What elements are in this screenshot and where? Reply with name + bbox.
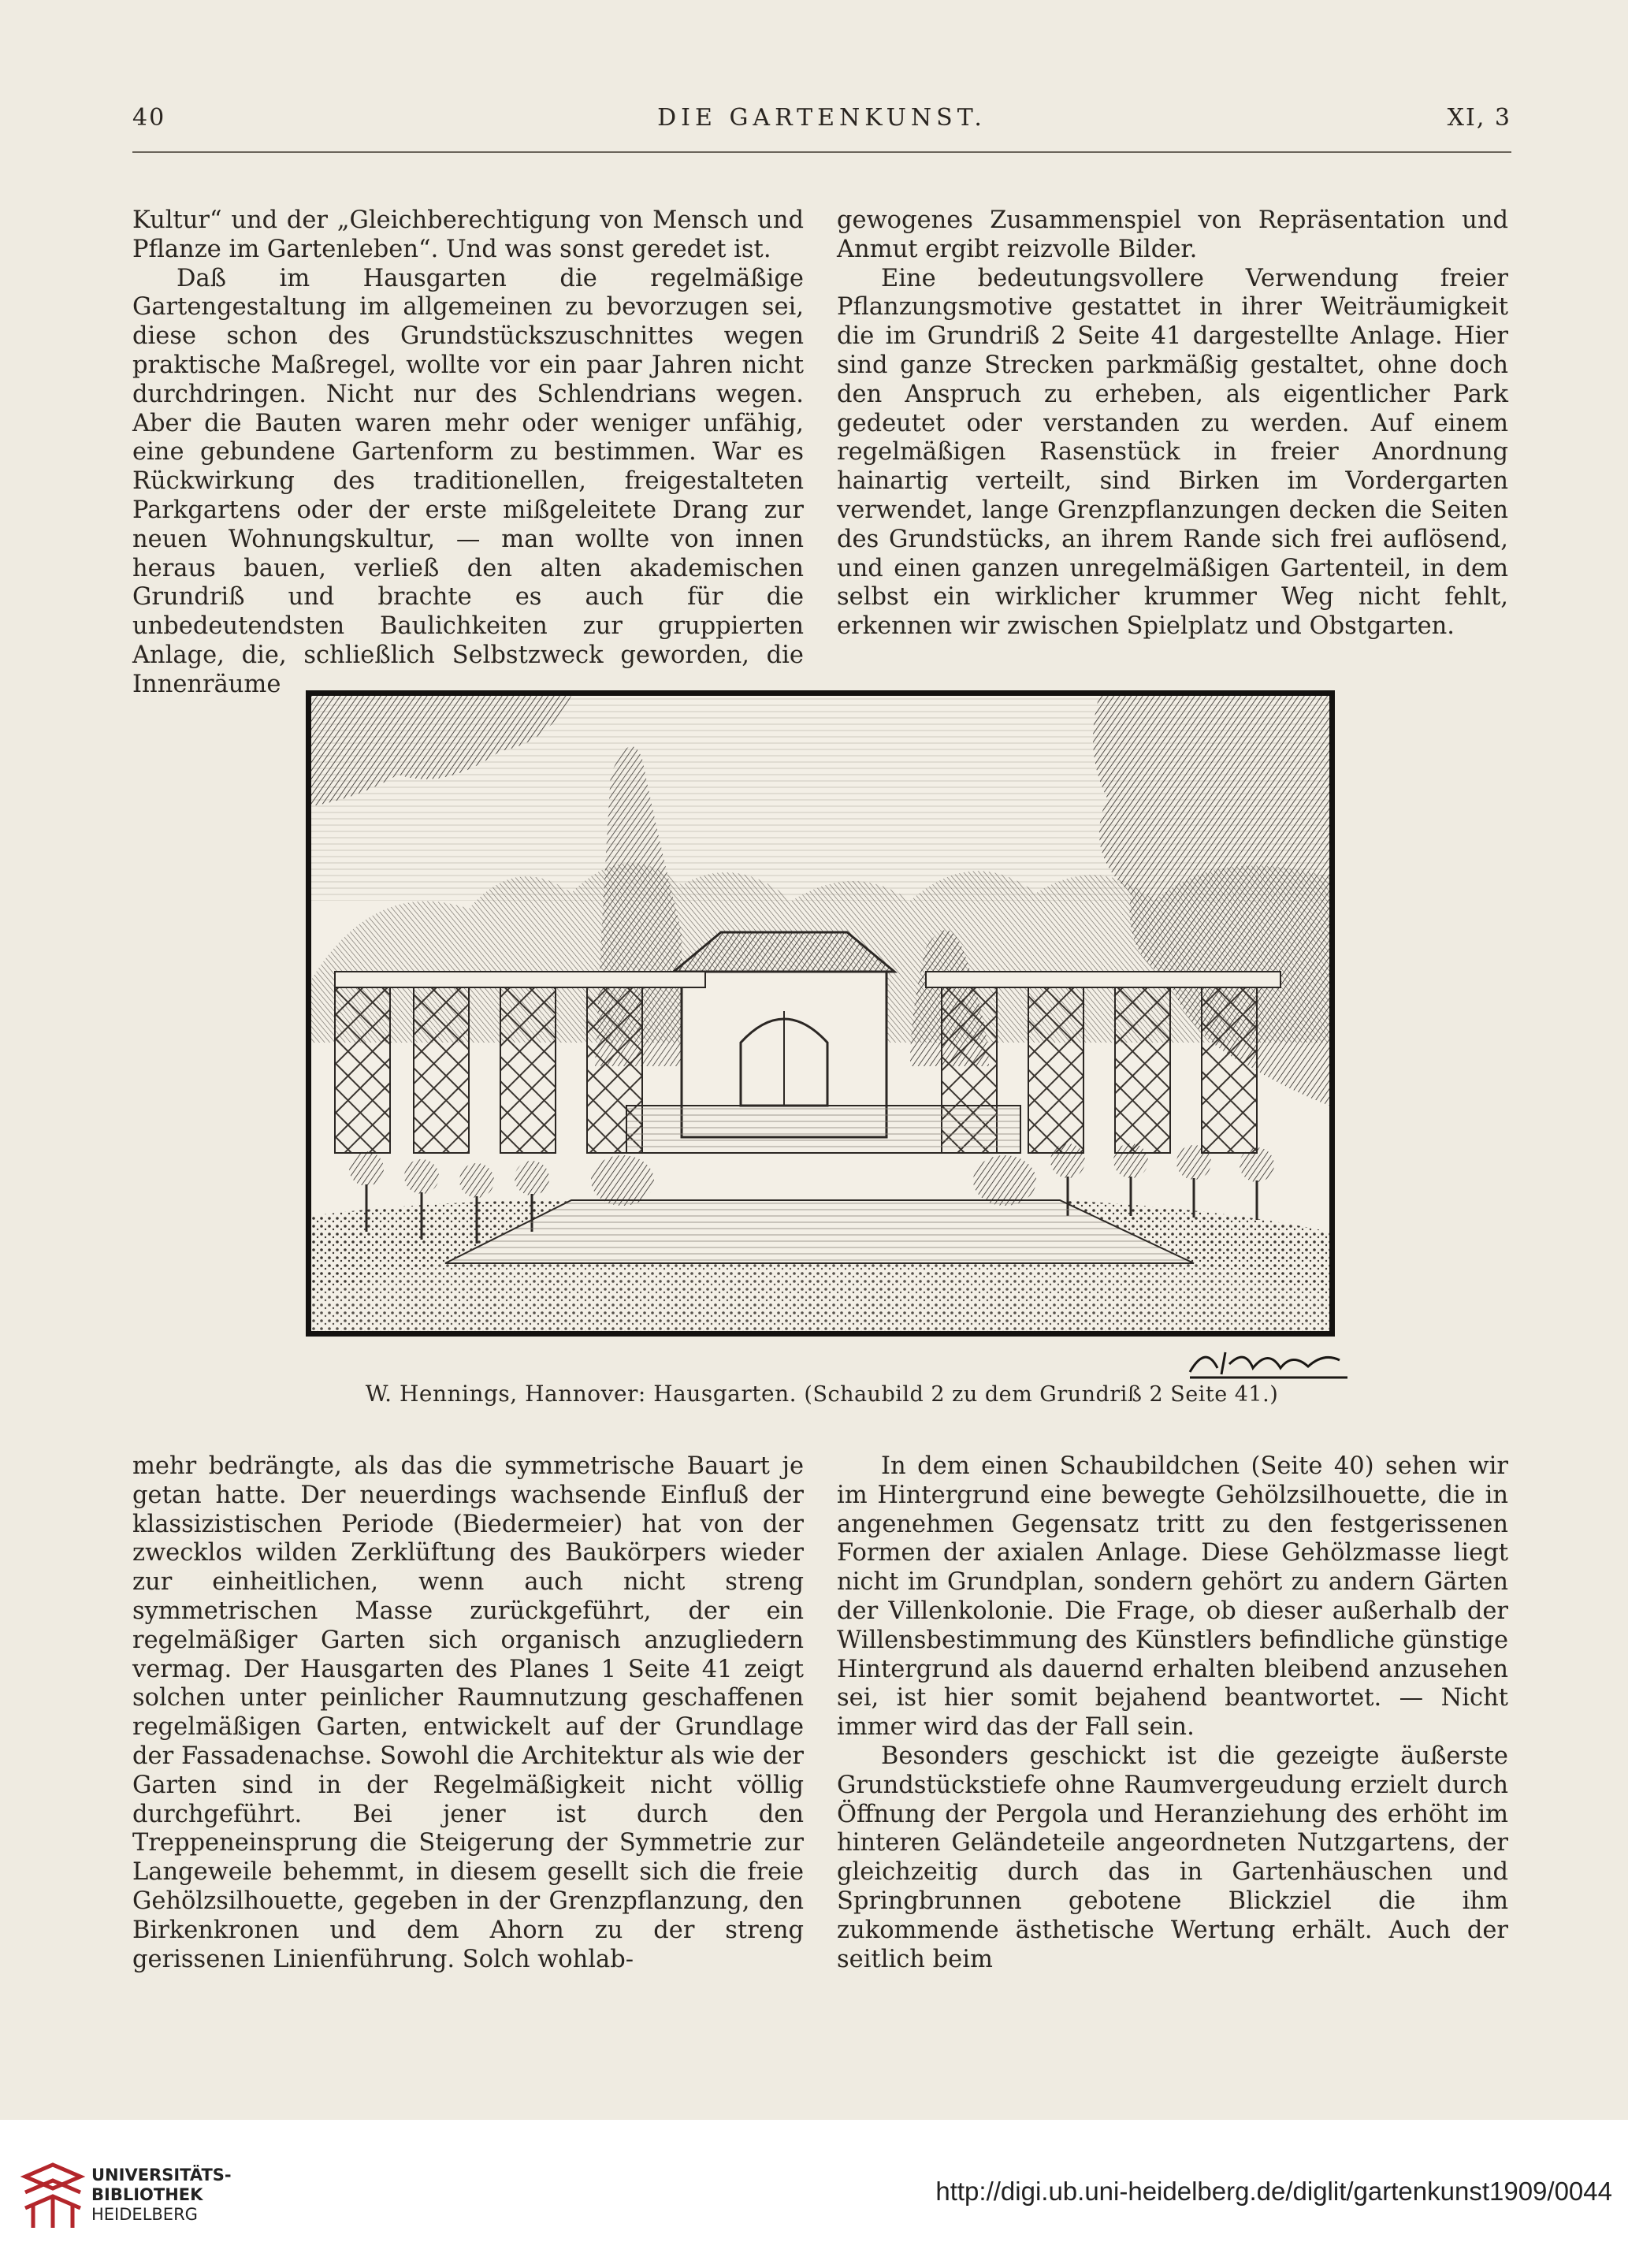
footer-bar [0, 2120, 1628, 2268]
library-logo-icon [17, 2161, 88, 2232]
library-line: HEIDELBERG [91, 2205, 198, 2224]
garden-illustration [306, 690, 1335, 1337]
column-top-left [132, 206, 804, 700]
issue-number: XI, 3 [1447, 104, 1511, 132]
paragraph: Kultur“ und der „Gleichberechtigung von Mensch und Pflanze im Gartenleben“. Und was sonst geredet ist. [132, 206, 804, 263]
paragraph: Besonders geschickt ist die gezeigte äußerste Grundstückstiefe ohne Raumvergeudung erzielt durch Öffnung der Pergola und Heranziehung des erhöht im hinteren Geländeteile angeordneten Nutzgartens, der gleichzeitig durch das in Gartenhäuschen und Springbrunnen gebotene Blickziel die ihm zukommende ästhetische Wertung erhält. Auch der seitlich beim [837, 1742, 1508, 1973]
header-rule [132, 151, 1511, 153]
caption-main: W. Hennings, Hannover: Hausgarten. [365, 1381, 797, 1407]
column-top-right [837, 206, 1508, 641]
page-number: 40 [132, 104, 166, 132]
paragraph: Eine bedeutungsvollere Verwendung freier Pflanzungsmotive gestattet in ihrer Weiträumigkeit die im Grundriß 2 Seite 41 dargestellte Anlage. Hier sind ganze Strecken parkmäßig gestaltet, ohne doch den Anspruch zu erheben, als eigentlicher Park gedeutet oder verstanden zu werden. Auf einem regelmäßigen Rasenstück in freier Anordnung hainartig verteilt, sind Birken im Vordergarten verwendet, lange Grenzpflanzungen decken die Seiten des Grundstücks, an ihrem Rande sich frei auflösend, und einen ganzen unregelmäßigen Gartenteil, in dem selbst ein wirklicher krummer Weg nicht fehlt, erkennen wir zwischen Spielplatz und Obstgarten. [837, 264, 1508, 641]
paragraph: Daß im Hausgarten die regelmäßige Gartengestaltung im allgemeinen zu bevorzugen sei, diese schon des Grundstückszuschnittes wegen praktische Maßregel, wollte vor ein paar Jahren nicht durchdringen. Nicht nur des Schlendrians wegen. Aber die Bauten waren mehr oder weniger unfähig, eine gebundene Gartenform zu bestimmen. War es Rückwirkung des traditionellen, freigestalteten Parkgartens oder der erste mißgeleitete Drang zur neuen Wohnungskultur, — man wollte von innen heraus bauen, verließ den alten akademischen Grundriß und brachte es auch für die unbedeutendsten Baulichkeiten zur gruppierten Anlage, die, schließlich Selbstzweck geworden, die Innenräume [132, 264, 804, 698]
library-line: BIBLIOTHEK [91, 2185, 203, 2204]
library-line: UNIVERSITÄTS- [91, 2166, 232, 2184]
journal-title: DIE GARTENKUNST. [657, 104, 987, 132]
caption-extra: (Schaubild 2 zu dem Grundriß 2 Seite 41.) [804, 1382, 1279, 1407]
column-bottom-right [837, 1452, 1508, 1974]
library-name [91, 2166, 232, 2225]
paragraph: In dem einen Schaubildchen (Seite 40) sehen wir im Hintergrund eine bewegte Gehölzsilhouette, die in angenehmen Gegensatz tritt zu den festgerissenen Formen der axialen Anlage. Diese Gehölzmasse liegt nicht im Grundplan, sondern gehört zu andern Gärten der Villenkolonie. Die Frage, ob dieser außerhalb der Willensbestimmung des Künstlers befindliche günstige Hintergrund als dauernd erhalten bleibend anzusehen sei, ist hier somit bejahend beantwortet. — Nicht immer wird das der Fall sein. [837, 1452, 1508, 1742]
paragraph: gewogenes Zusammenspiel von Repräsentation und Anmut ergibt reizvolle Bilder. [837, 206, 1508, 263]
source-url[interactable]: http://digi.ub.uni-heidelberg.de/diglit/gartenkunst1909/0044 [935, 2177, 1612, 2206]
figure-caption [132, 1381, 1511, 1407]
paragraph: mehr bedrängte, als das die symmetrische Bauart je getan hatte. Der neuerdings wachsende Einfluß der klassizistischen Periode (Biedermeier) hat von der zwecklos wilden Zerklüftung des Baukörpers wieder zur einheitlichen, wenn auch nicht streng symmetrischen Masse zurückgeführt, der ein regelmäßiger Garten sich organisch anzugliedern vermag. Der Hausgarten des Planes 1 Seite 41 zeigt solchen unter peinlicher Raumnutzung geschaffenen regelmäßigen Garten, entwickelt auf der Grundlage der Fassadenachse. Sowohl die Architektur als wie der Garten sind in der Regelmäßigkeit nicht völlig durchgeführt. Bei jener ist durch den Treppeneinsprung die Steigerung der Symmetrie zur Langeweile behemmt, in diesem gesellt sich die freie Gehölzsilhouette, gegeben in der Grenzpflanzung, den Birkenkronen und dem Ahorn zu der streng gerissenen Linienführung. Solch wohlab- [132, 1452, 804, 1973]
page-header [132, 104, 1511, 136]
column-bottom-left [132, 1452, 804, 1974]
garden-drawing [311, 696, 1329, 1331]
artist-signature [1182, 1337, 1355, 1384]
